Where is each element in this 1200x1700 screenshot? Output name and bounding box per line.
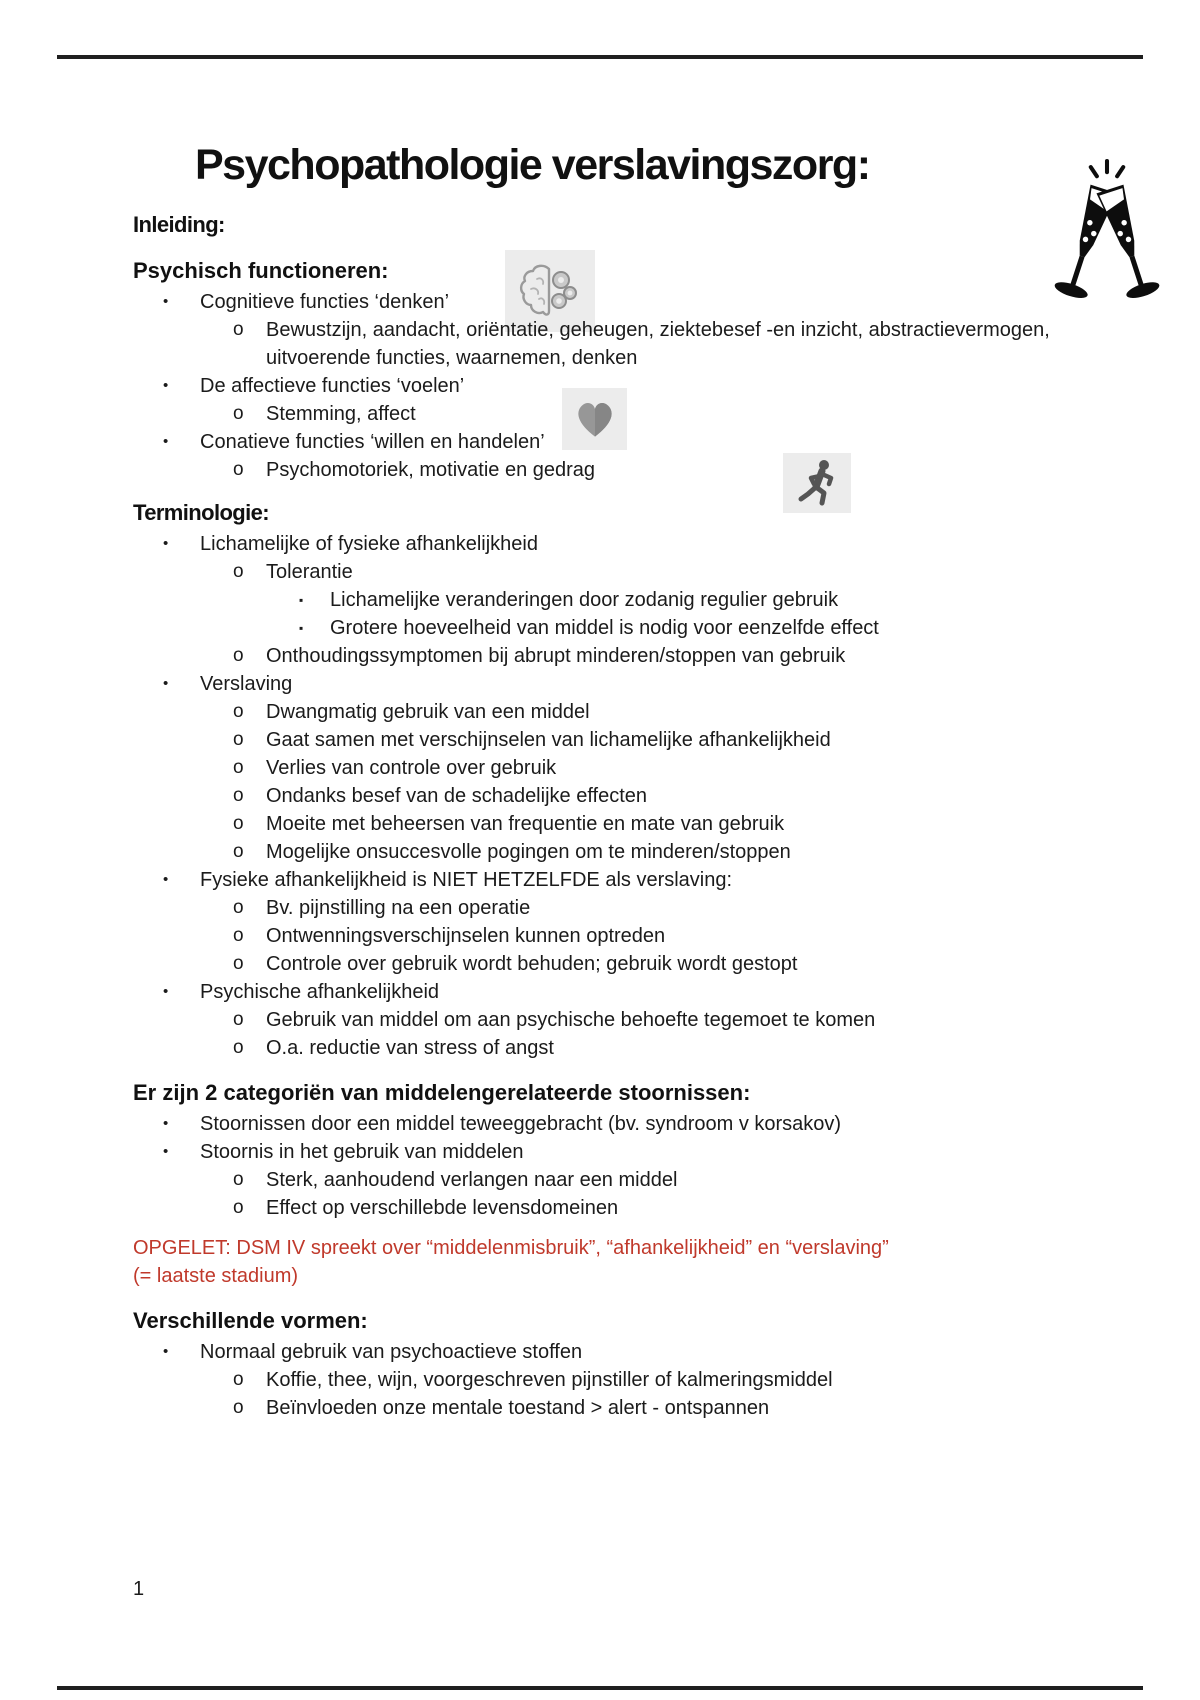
- circle-marker: o: [233, 925, 244, 946]
- page-title: Psychopathologie verslavingszorg:: [195, 141, 870, 189]
- circle-marker: o: [233, 1397, 244, 1418]
- circle-marker: o: [233, 1369, 244, 1390]
- list-item: o Verlies van controle over gebruik: [133, 754, 1077, 782]
- list-item: o Ontwenningsverschijnselen kunnen optreden: [133, 922, 1077, 950]
- circle-marker: o: [233, 1169, 244, 1190]
- list-item: o Gaat samen met verschijnselen van lichamelijke afhankelijkheid: [133, 726, 1077, 754]
- square-marker: ▪: [299, 621, 304, 635]
- circle-marker: o: [233, 459, 244, 480]
- list-item: • Conatieve functies ‘willen en handelen’: [133, 428, 1077, 456]
- circle-marker: o: [233, 953, 244, 974]
- list-item: • Cognitieve functies ‘denken’: [133, 288, 1077, 316]
- circle-marker: o: [233, 1197, 244, 1218]
- heading-psychisch-functioneren: Psychisch functioneren:: [133, 258, 389, 283]
- document-content: [133, 138, 1077, 1422]
- bullet-marker: •: [163, 1143, 169, 1160]
- bullet-marker: •: [163, 433, 169, 450]
- list-item: o Dwangmatig gebruik van een middel: [133, 698, 1077, 726]
- heading-twee-categorien: Er zijn 2 categoriën van middelengerelateerde stoornissen:: [133, 1080, 751, 1105]
- list-item: o Bewustzijn, aandacht, oriëntatie, geheugen, ziektebesef -en inzicht, abstractievermogen, uitvoerende functies, waarnemen, denken: [133, 316, 1077, 372]
- list-item: o Tolerantie: [133, 558, 1077, 586]
- list-item: o O.a. reductie van stress of angst: [133, 1034, 1077, 1062]
- list-item: o Ondanks besef van de schadelijke effecten: [133, 782, 1077, 810]
- bullet-marker: •: [163, 1115, 169, 1132]
- bullet-marker: •: [163, 675, 169, 692]
- list-item: o Koffie, thee, wijn, voorgeschreven pijnstiller of kalmeringsmiddel: [133, 1366, 1077, 1394]
- circle-marker: o: [233, 701, 244, 722]
- heading-inleiding: Inleiding:: [133, 212, 225, 237]
- list-item: • Normaal gebruik van psychoactieve stoffen: [133, 1338, 1077, 1366]
- heading-verschillende-vormen: Verschillende vormen:: [133, 1308, 368, 1333]
- list-item: o Gebruik van middel om aan psychische behoefte tegemoet te komen: [133, 1006, 1077, 1034]
- list-item: o Sterk, aanhoudend verlangen naar een middel: [133, 1166, 1077, 1194]
- circle-marker: o: [233, 645, 244, 666]
- list-item: o Effect op verschillebde levensdomeinen: [133, 1194, 1077, 1222]
- list-item: • Stoornissen door een middel teweeggebracht (bv. syndroom v korsakov): [133, 1110, 1077, 1138]
- heading-terminologie: Terminologie:: [133, 500, 270, 525]
- page-number: 1: [133, 1578, 145, 1600]
- circle-marker: o: [233, 403, 244, 424]
- list-item: • Lichamelijke of fysieke afhankelijkheid: [133, 530, 1077, 558]
- list-terminologie: [133, 530, 1077, 1062]
- list-item: • Verslaving: [133, 670, 1077, 698]
- bullet-marker: •: [163, 871, 169, 888]
- list-item: • Stoornis in het gebruik van middelen: [133, 1138, 1077, 1166]
- list-item: ▪ Grotere hoeveelheid van middel is nodig voor eenzelfde effect: [133, 614, 1077, 642]
- list-psychisch: [133, 288, 1077, 484]
- list-item: ▪ Lichamelijke veranderingen door zodanig regulier gebruik: [133, 586, 1077, 614]
- bottom-border-rule: [57, 1686, 1143, 1690]
- top-border-rule: [57, 55, 1143, 59]
- list-item: o Psychomotoriek, motivatie en gedrag: [133, 456, 1077, 484]
- list-item: o Mogelijke onsuccesvolle pogingen om te minderen/stoppen: [133, 838, 1077, 866]
- circle-marker: o: [233, 897, 244, 918]
- circle-marker: o: [233, 561, 244, 582]
- bullet-marker: •: [163, 293, 169, 310]
- list-item: o Onthoudingssymptomen bij abrupt minderen/stoppen van gebruik: [133, 642, 1077, 670]
- square-marker: ▪: [299, 593, 304, 607]
- list-item: • De affectieve functies ‘voelen’: [133, 372, 1077, 400]
- list-item: • Fysieke afhankelijkheid is NIET HETZELFDE als verslaving:: [133, 866, 1077, 894]
- warning-note: OPGELET: DSM IV spreekt over “middelenmisbruik”, “afhankelijkheid” en “verslaving” (= laatste stadium): [133, 1237, 889, 1287]
- list-vormen: [133, 1338, 1077, 1422]
- list-categorien: [133, 1110, 1077, 1222]
- circle-marker: o: [233, 1009, 244, 1030]
- circle-marker: o: [233, 757, 244, 778]
- circle-marker: o: [233, 729, 244, 750]
- circle-marker: o: [233, 319, 244, 340]
- list-item: • Psychische afhankelijkheid: [133, 978, 1077, 1006]
- circle-marker: o: [233, 841, 244, 862]
- list-item: o Stemming, affect: [133, 400, 1077, 428]
- list-item: o Controle over gebruik wordt behuden; gebruik wordt gestopt: [133, 950, 1077, 978]
- bullet-marker: •: [163, 1343, 169, 1360]
- bullet-marker: •: [163, 377, 169, 394]
- list-item: o Bv. pijnstilling na een operatie: [133, 894, 1077, 922]
- circle-marker: o: [233, 813, 244, 834]
- list-item: o Moeite met beheersen van frequentie en mate van gebruik: [133, 810, 1077, 838]
- list-item: o Beïnvloeden onze mentale toestand > alert - ontspannen: [133, 1394, 1077, 1422]
- bullet-marker: •: [163, 983, 169, 1000]
- circle-marker: o: [233, 785, 244, 806]
- bullet-marker: •: [163, 535, 169, 552]
- circle-marker: o: [233, 1037, 244, 1058]
